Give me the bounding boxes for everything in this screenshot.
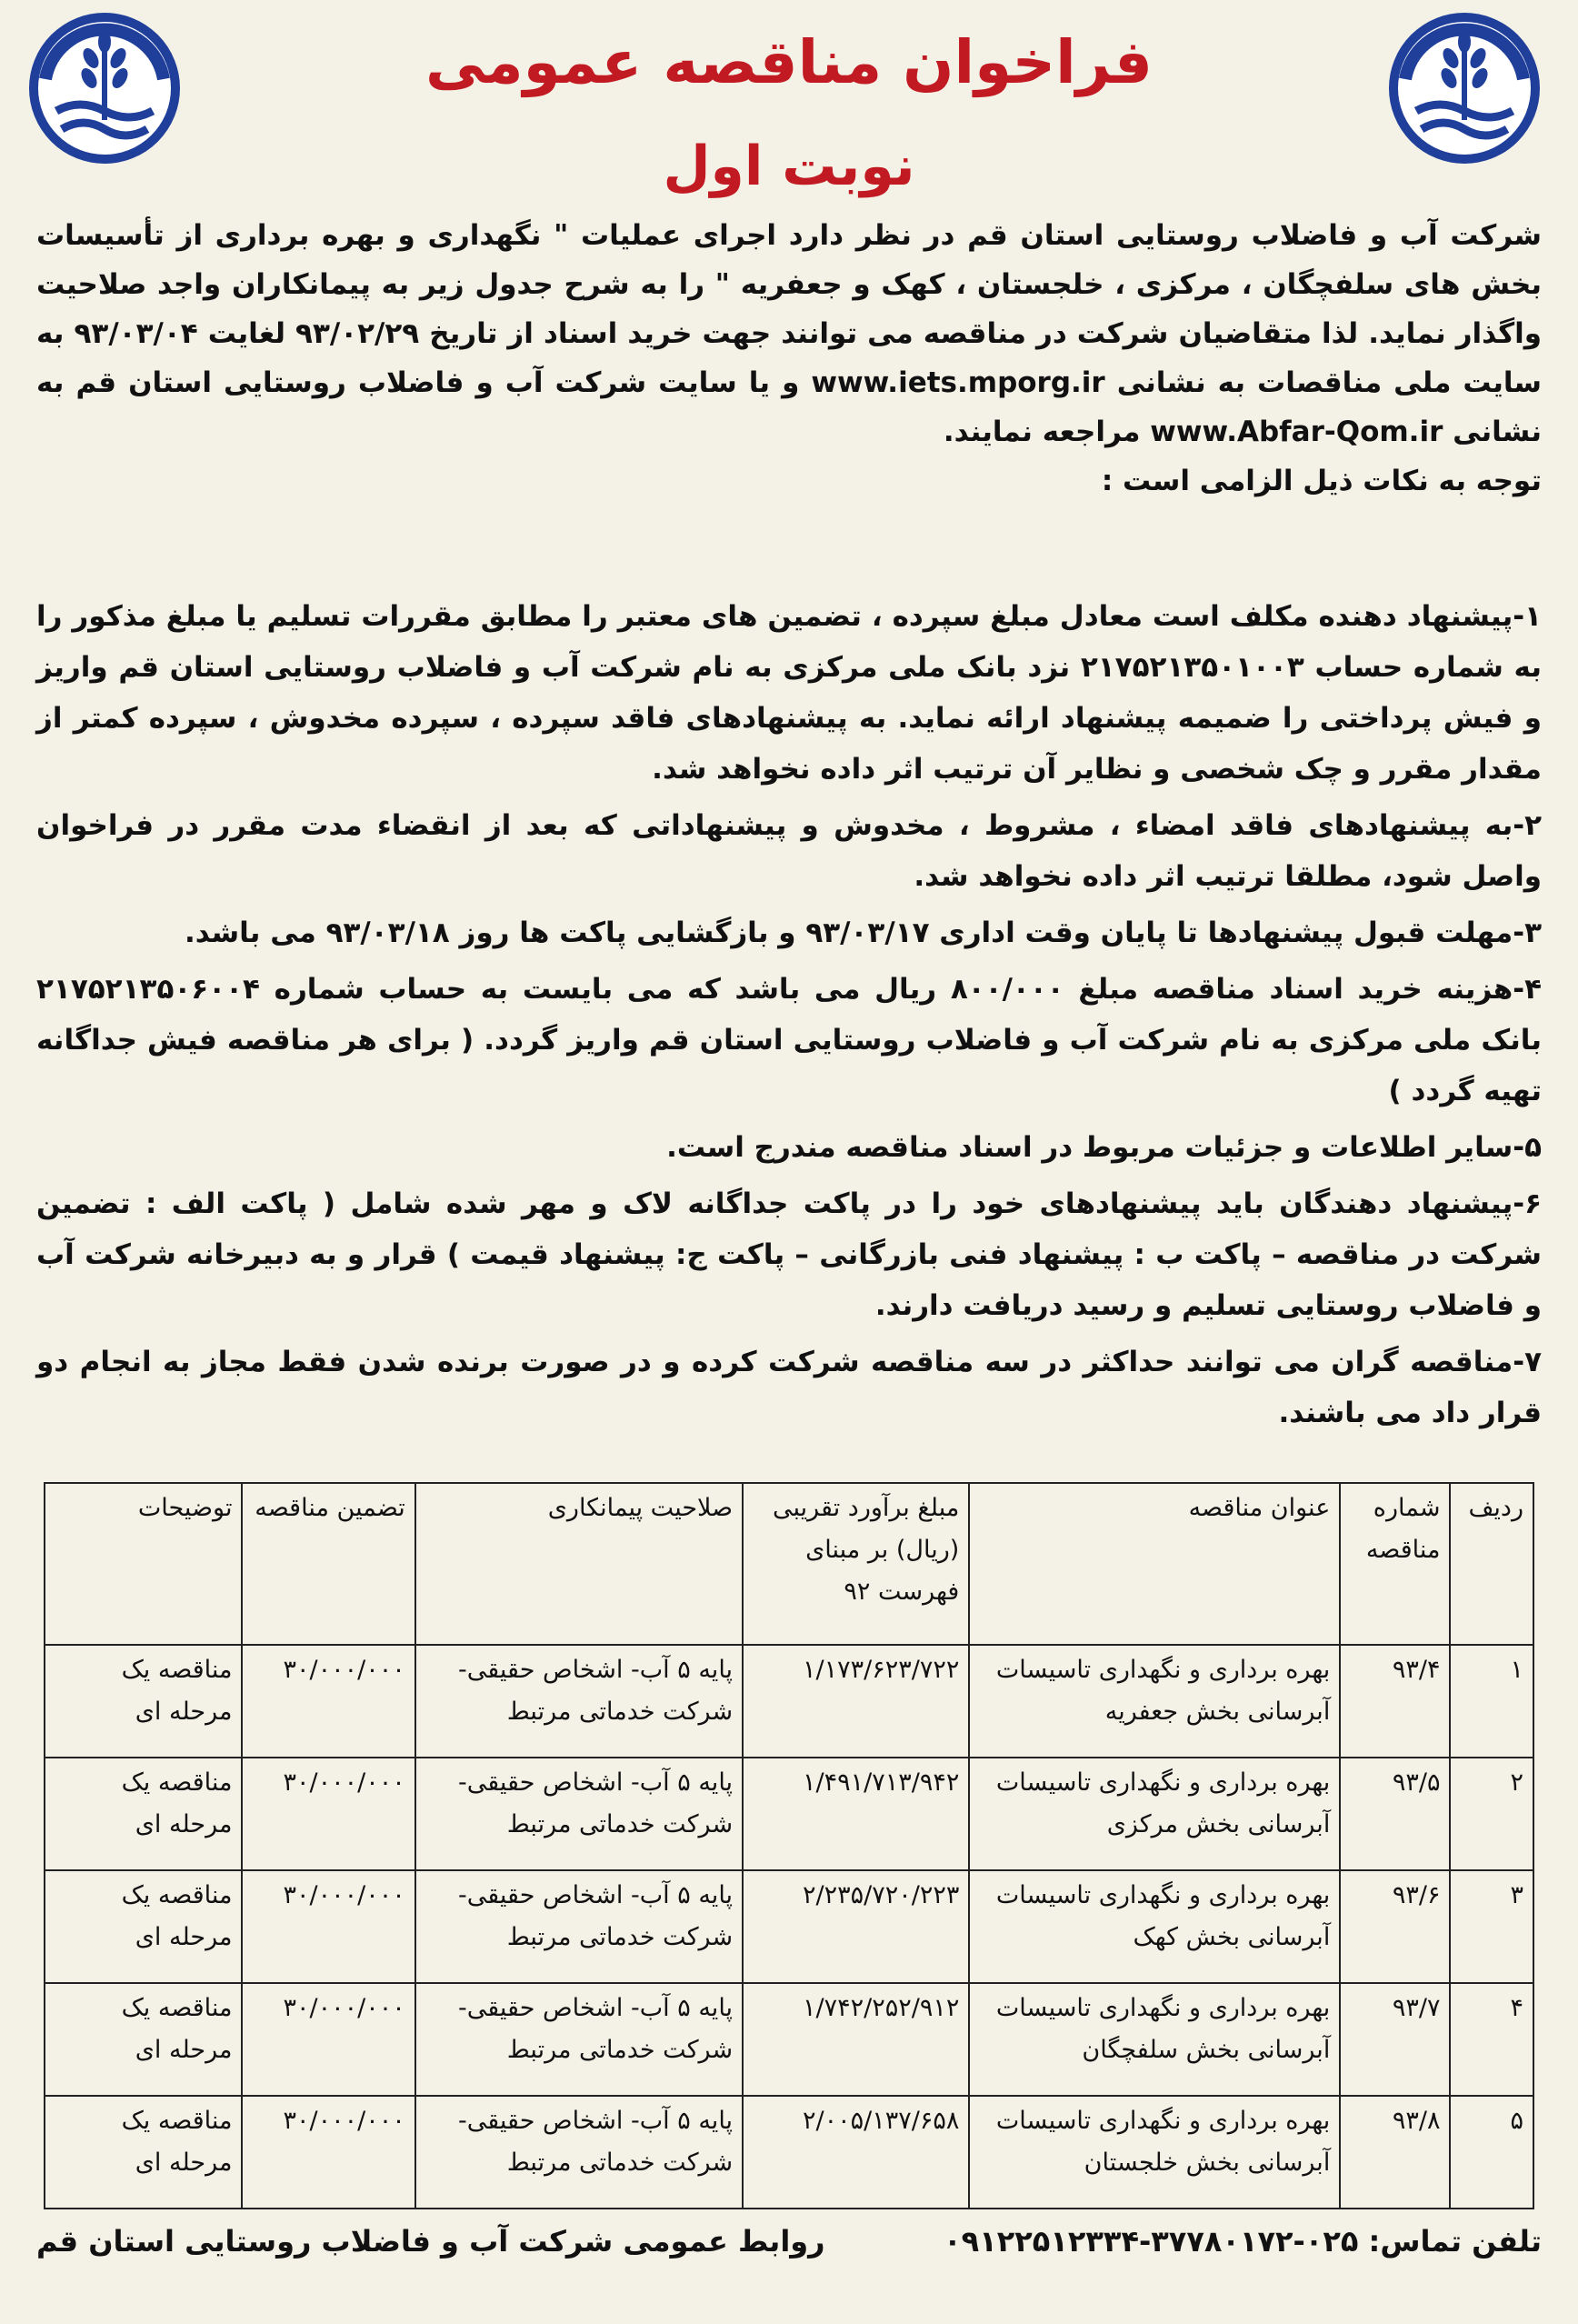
cell-tender-title: بهره برداری و نگهداری تاسیسات آبرسانی بخش خلجستان — [969, 2096, 1340, 2209]
intro-section — [36, 211, 1542, 506]
cell-tender-title: بهره برداری و نگهداری تاسیسات آبرسانی بخش مرکزی — [969, 1758, 1340, 1870]
condition-item: ۴-هزینه خرید اسناد مناقصه مبلغ ۸۰۰/۰۰۰ ریال می باشد که می بایست به حساب شماره ۲۱۷۵۲۱۳۵۰۶۰۰۴ بانک ملی مرکزی به نام شرکت آب و فاضلاب روستایی استان قم واریز گردد. ( برای هر مناقصه فیش جداگانه تهیه گردد ) — [36, 973, 1542, 1107]
table-row — [45, 1983, 1533, 2096]
table-row — [45, 1758, 1533, 1870]
header-tender-number: شماره مناقصه — [1340, 1483, 1450, 1645]
cell-tender-number: ۹۳/۷ — [1340, 1983, 1450, 2096]
table-row — [45, 2096, 1533, 2209]
cell-notes: مناقصه یک مرحله ای — [45, 2096, 242, 2209]
table-row — [45, 1645, 1533, 1758]
cell-tender-number: ۹۳/۶ — [1340, 1870, 1450, 1983]
cell-notes: مناقصه یک مرحله ای — [45, 1870, 242, 1983]
header-guarantee: تضمین مناقصه — [242, 1483, 414, 1645]
cell-row-number: ۵ — [1450, 2096, 1533, 2209]
notice-round: نوبت اول — [663, 135, 915, 198]
cell-estimate: ۲/۰۰۵/۱۳۷/۶۵۸ — [743, 2096, 969, 2209]
cell-row-number: ۲ — [1450, 1758, 1533, 1870]
cell-guarantee: ۳۰/۰۰۰/۰۰۰ — [242, 1758, 414, 1870]
condition-item: ۳-مهلت قبول پیشنهادها تا پایان وقت اداری ۹۳/۰۳/۱۷ و بازگشایی پاکت ها روز ۹۳/۰۳/۱۸ می باشد. — [184, 917, 1542, 949]
cell-tender-title: بهره برداری و نگهداری تاسیسات آبرسانی بخش سلفچگان — [969, 1983, 1340, 2096]
cell-estimate: ۱/۴۹۱/۷۱۳/۹۴۲ — [743, 1758, 969, 1870]
cell-guarantee: ۳۰/۰۰۰/۰۰۰ — [242, 1870, 414, 1983]
cell-guarantee: ۳۰/۰۰۰/۰۰۰ — [242, 1983, 414, 2096]
cell-estimate: ۱/۱۷۳/۶۲۳/۷۲۲ — [743, 1645, 969, 1758]
cell-tender-number: ۹۳/۴ — [1340, 1645, 1450, 1758]
tender-table — [44, 1482, 1534, 2209]
header-notes: توضیحات — [45, 1483, 242, 1645]
notice-title: فراخوان مناقصه عمومی — [425, 27, 1153, 97]
cell-tender-title: بهره برداری و نگهداری تاسیسات آبرسانی بخش جعفریه — [969, 1645, 1340, 1758]
contact-phone: تلفن تماس: ۰۲۵-۳۷۷۸۰۱۷۲-۰۹۱۲۲۵۱۲۳۳۴ — [944, 2224, 1542, 2259]
cell-tender-number: ۹۳/۸ — [1340, 2096, 1450, 2209]
cell-tender-number: ۹۳/۵ — [1340, 1758, 1450, 1870]
notes-heading: توجه به نکات ذیل الزامی است : — [1101, 465, 1542, 497]
footer — [36, 2209, 1542, 2273]
cell-qualification: پایه ۵ آب- اشخاص حقیقی- شرکت خدماتی مرتبط — [415, 1983, 743, 2096]
cell-estimate: ۱/۷۴۲/۲۵۲/۹۱۲ — [743, 1983, 969, 2096]
cell-row-number: ۱ — [1450, 1645, 1533, 1758]
cell-estimate: ۲/۲۳۵/۷۲۰/۲۲۳ — [743, 1870, 969, 1983]
condition-item: ۶-پیشنهاد دهندگان باید پیشنهادهای خود را در پاکت جداگانه لاک و مهر شده شامل ( پاکت الف : تضمین شرکت در مناقصه – پاکت ب : پیشنهاد فنی بازرگانی – پاکت ج: پیشنهاد قیمت ) قرار و به دبیرخانه شرکت آب و فاضلاب روستایی تسلیم و رسید دریافت دارند. — [36, 1187, 1542, 1322]
condition-item: ۵-سایر اطلاعات و جزئیات مربوط در اسناد مناقصه مندرج است. — [666, 1131, 1542, 1164]
header-qualification: صلاحیت پیمانکاری — [415, 1483, 743, 1645]
cell-qualification: پایه ۵ آب- اشخاص حقیقی- شرکت خدماتی مرتبط — [415, 1758, 743, 1870]
cell-notes: مناقصه یک مرحله ای — [45, 1758, 242, 1870]
cell-notes: مناقصه یک مرحله ای — [45, 1983, 242, 2096]
condition-item: ۷-مناقصه گران می توانند حداکثر در سه مناقصه شرکت کرده و در صورت برنده شدن فقط مجاز به انجام دو قرار داد می باشند. — [36, 1346, 1542, 1429]
cell-row-number: ۴ — [1450, 1983, 1533, 2096]
table-row — [45, 1870, 1533, 1983]
intro-paragraph: شرکت آب و فاضلاب روستایی استان قم در نظر دارد اجرای عملیات " نگهداری و بهره برداری از تأسیسات بخش های سلفچگان ، مرکزی ، خلجستان ، کهک و جعفریه " را به شرح جدول زیر به پیمانکاران واجد صلاحیت واگذار نماید. لذا متقاضیان شرکت در مناقصه می توانند جهت خرید اسناد از تاریخ ۹۳/۰۲/۲۹ لغایت ۹۳/۰۳/۰۴ به سایت ملی مناقصات به نشانی www.iets.mporg.ir و یا سایت شرکت آب و فاضلاب روستایی استان قم به نشانی www.Abfar-Qom.ir مراجعه نمایند. — [36, 219, 1542, 448]
condition-item: ۱-پیشنهاد دهنده مکلف است معادل مبلغ سپرده ، تضمین های معتبر را مطابق مقررات تسلیم یا مبلغ مذکور را به شماره حساب ۲۱۷۵۲۱۳۵۰۱۰۰۳ نزد بانک ملی مرکزی به نام شرکت آب و فاضلاب روستایی استان قم واریز و فیش پرداختی را ضمیمه پیشنهاد ارائه نماید. به پیشنهادهای فاقد سپرده ، سپرده مخدوش ، سپرده کمتر از مقدار مقرر و چک شخصی و نظایر آن ترتیب اثر داده نخواهد شد. — [36, 600, 1542, 786]
cell-guarantee: ۳۰/۰۰۰/۰۰۰ — [242, 1645, 414, 1758]
cell-qualification: پایه ۵ آب- اشخاص حقیقی- شرکت خدماتی مرتبط — [415, 1645, 743, 1758]
cell-guarantee: ۳۰/۰۰۰/۰۰۰ — [242, 2096, 414, 2209]
condition-item: ۲-به پیشنهادهای فاقد امضاء ، مشروط ، مخدوش و پیشنهاداتی که بعد از انقضاء مدت مقرر در فراخوان واصل شود، مطلقا ترتیب اثر داده نخواهد شد. — [36, 809, 1542, 893]
cell-row-number: ۳ — [1450, 1870, 1533, 1983]
cell-qualification: پایه ۵ آب- اشخاص حقیقی- شرکت خدماتی مرتبط — [415, 2096, 743, 2209]
header-tender-title: عنوان مناقصه — [969, 1483, 1340, 1645]
table-header-row — [45, 1483, 1533, 1645]
header-row-number: ردیف — [1450, 1483, 1533, 1645]
conditions-list — [36, 591, 1542, 1444]
cell-qualification: پایه ۵ آب- اشخاص حقیقی- شرکت خدماتی مرتبط — [415, 1870, 743, 1983]
public-relations-signature: روابط عمومی شرکت آب و فاضلاب روستایی استان قم — [36, 2224, 825, 2259]
cell-notes: مناقصه یک مرحله ای — [45, 1645, 242, 1758]
cell-tender-title: بهره برداری و نگهداری تاسیسات آبرسانی بخش کهک — [969, 1870, 1340, 1983]
header-estimate: مبلغ برآورد تقریبی (ریال) بر مبنای فهرست ۹۲ — [743, 1483, 969, 1645]
